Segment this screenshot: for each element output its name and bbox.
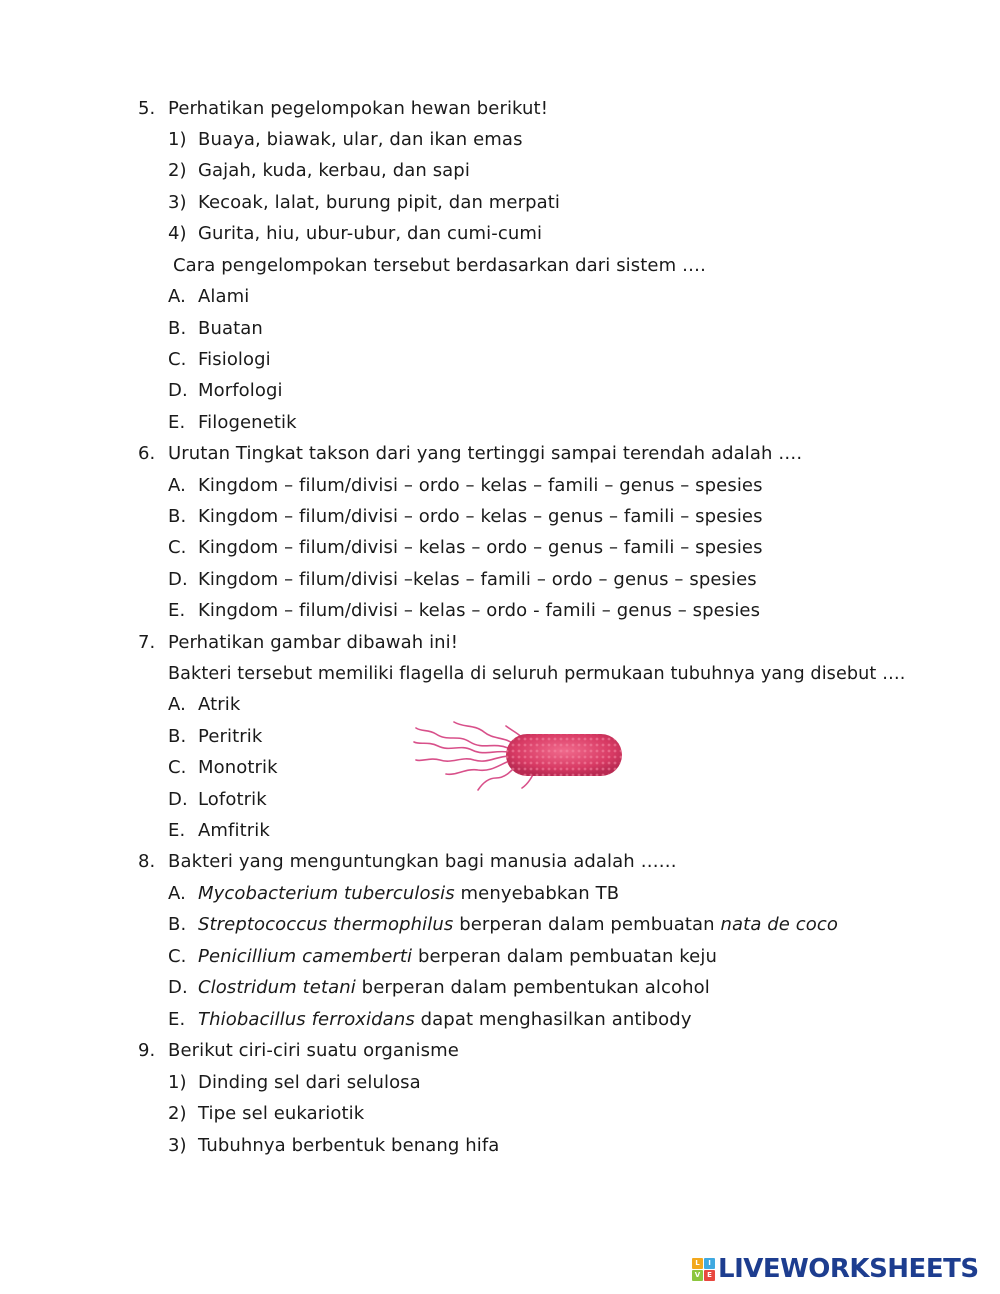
answer-option-d[interactable]: D. Lofotrik	[168, 789, 267, 810]
answer-option-b[interactable]: B. Peritrik	[168, 726, 263, 747]
species-name: Penicillium camemberti	[198, 946, 413, 967]
answer-option-a[interactable]: A. Mycobacterium tuberculosis menyebabkan TB	[168, 883, 620, 904]
answer-option-e[interactable]: E. Amfitrik	[168, 820, 270, 841]
list-item: 4) Gurita, hiu, ubur-ubur, dan cumi-cumi	[168, 223, 543, 244]
list-item: 3) Tubuhnya berbentuk benang hifa	[168, 1135, 500, 1156]
answer-option-c[interactable]: C. Monotrik	[168, 757, 278, 778]
list-item: 1) Buaya, biawak, ular, dan ikan emas	[168, 129, 523, 150]
answer-option-b[interactable]: B. Buatan	[168, 318, 263, 339]
species-name: Streptococcus thermophilus	[198, 914, 454, 935]
species-name: Mycobacterium tuberculosis	[198, 883, 455, 904]
answer-option-d[interactable]: D. Morfologi	[168, 380, 283, 401]
brand-text: LIVEWORKSHEETS	[718, 1254, 979, 1284]
list-item: 2) Tipe sel eukariotik	[168, 1103, 365, 1124]
answer-option-c[interactable]: C. Fisiologi	[168, 349, 271, 370]
question-number: 7.	[138, 632, 156, 653]
list-item: 2) Gajah, kuda, kerbau, dan sapi	[168, 160, 470, 181]
list-item: 1) Dinding sel dari selulosa	[168, 1072, 421, 1093]
species-name: Thiobacillus ferroxidans	[198, 1009, 415, 1030]
liveworksheets-logo	[692, 1254, 979, 1284]
answer-option-b[interactable]: B. Kingdom – filum/divisi – ordo – kelas – genus – famili – spesies	[168, 506, 763, 527]
brand-logo-icon: L I V E	[692, 1258, 715, 1281]
question-text: Bakteri yang menguntungkan bagi manusia adalah ……	[168, 851, 677, 872]
question-number: 5.	[138, 98, 156, 119]
question-5-stem	[138, 98, 548, 120]
question-text: Perhatikan gambar dibawah ini!	[168, 632, 459, 653]
answer-option-e[interactable]: E. Thiobacillus ferroxidans dapat menghasilkan antibody	[168, 1009, 692, 1030]
answer-option-d[interactable]: D. Clostridum tetani berperan dalam pembentukan alcohol	[168, 977, 710, 998]
question-text: Berikut ciri-ciri suatu organisme	[168, 1040, 459, 1061]
question-number: 9.	[138, 1040, 156, 1061]
answer-option-c[interactable]: C. Kingdom – filum/divisi – kelas – ordo – genus – famili – spesies	[168, 537, 763, 558]
question-7-stem	[138, 632, 458, 654]
question-number: 8.	[138, 851, 156, 872]
question-8-stem	[138, 851, 677, 873]
question-prompt: Cara pengelompokan tersebut berdasarkan dari sistem ….	[173, 255, 706, 276]
answer-option-c[interactable]: C. Penicillium camemberti berperan dalam pembuatan keju	[168, 946, 717, 967]
question-6-stem	[138, 443, 802, 465]
species-name: Clostridum tetani	[198, 977, 356, 998]
list-item: 3) Kecoak, lalat, burung pipit, dan merpati	[168, 192, 561, 213]
question-prompt: Bakteri tersebut memiliki flagella di seluruh permukaan tubuhnya yang disebut ….	[168, 664, 906, 684]
answer-option-e[interactable]: E. Filogenetik	[168, 412, 297, 433]
answer-option-a[interactable]: A. Kingdom – filum/divisi – ordo – kelas – famili – genus – spesies	[168, 475, 763, 496]
question-number: 6.	[138, 443, 156, 464]
answer-option-d[interactable]: D. Kingdom – filum/divisi –kelas – famili – ordo – genus – spesies	[168, 569, 757, 590]
answer-option-e[interactable]: E. Kingdom – filum/divisi – kelas – ordo - famili – genus – spesies	[168, 600, 761, 621]
product-name: nata de coco	[720, 914, 839, 935]
bacteria-peritrichous-icon	[408, 712, 633, 802]
question-9-stem	[138, 1040, 459, 1062]
answer-option-a[interactable]: A. Atrik	[168, 694, 241, 715]
question-text: Urutan Tingkat takson dari yang tertinggi sampai terendah adalah ….	[168, 443, 803, 464]
answer-option-b[interactable]: B. Streptococcus thermophilus berperan dalam pembuatan nata de coco	[168, 914, 839, 935]
question-text: Perhatikan pegelompokan hewan berikut!	[168, 98, 549, 119]
answer-option-a[interactable]: A. Alami	[168, 286, 250, 307]
